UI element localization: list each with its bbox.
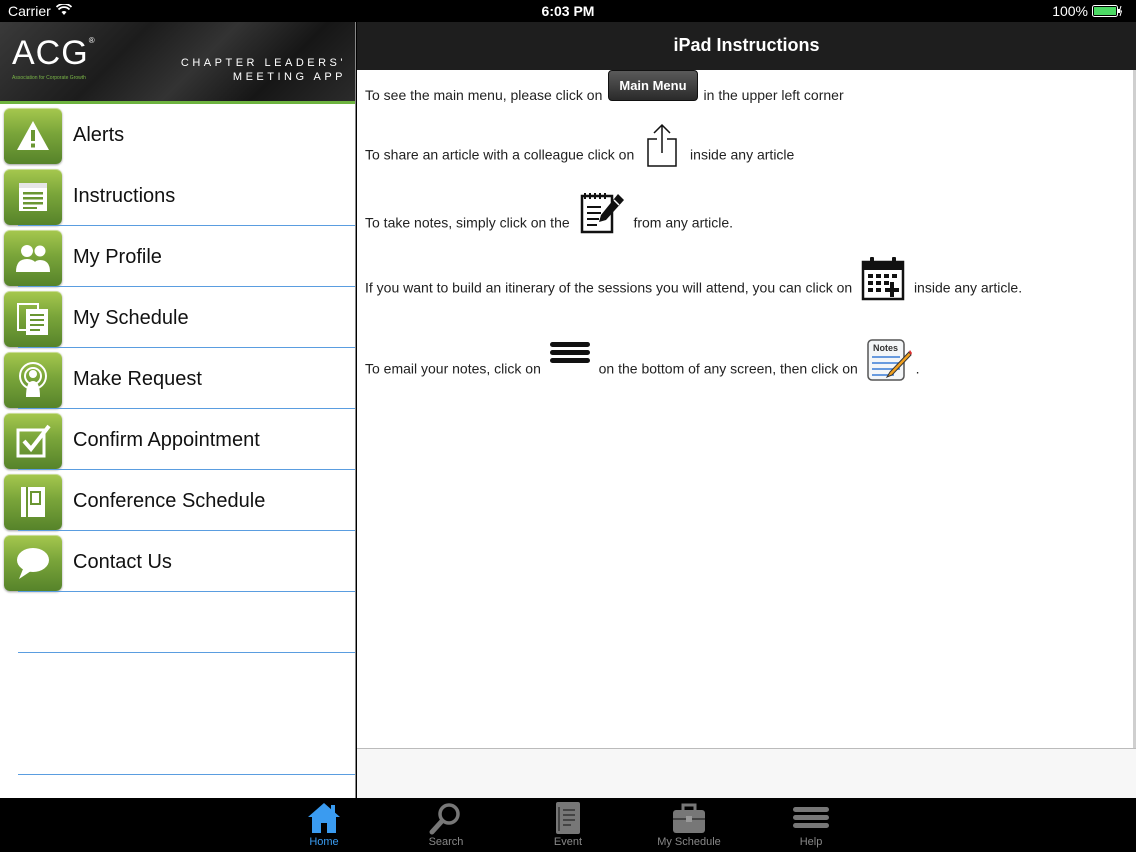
menu-item-my-schedule[interactable]: [0, 287, 355, 348]
main-menu-button: Main Menu: [608, 70, 697, 101]
instruction-text: inside any article.: [913, 279, 1023, 296]
status-time: 6:03 PM: [541, 3, 595, 19]
tab-bar: [0, 798, 1136, 852]
instruction-text: .: [915, 360, 920, 377]
briefcase-icon: [671, 801, 707, 835]
tab-help[interactable]: [761, 798, 861, 852]
instruction-text: To see the main menu, please click on: [365, 87, 603, 103]
notes-pad-icon: [866, 338, 912, 382]
instruction-text: from any article.: [633, 214, 734, 231]
detail-panel: [357, 22, 1136, 798]
search-icon: [428, 801, 464, 835]
menu-item-make-request[interactable]: [0, 348, 355, 409]
home-icon: [306, 801, 342, 835]
navigation-bar: [357, 22, 1136, 70]
menu-item-instructions[interactable]: [0, 165, 355, 226]
menu-item-contact-us[interactable]: [0, 531, 355, 592]
carrier-label: Carrier: [8, 3, 51, 19]
menu-item-label: Conference Schedule: [73, 490, 266, 512]
battery-percentage: 100%: [1052, 3, 1088, 19]
instructions-content: [357, 70, 1136, 748]
svg-text:Notes: Notes: [872, 343, 898, 353]
instruction-text: To email your notes, click on: [365, 360, 541, 377]
instruction-share: [365, 133, 794, 179]
instruction-text: in the upper left corner: [703, 87, 844, 103]
share-icon: [644, 123, 680, 169]
menu-item-label: Make Request: [73, 368, 202, 390]
profile-icon: [4, 230, 62, 286]
tab-label: Home: [309, 836, 339, 848]
menu-item-alerts[interactable]: [0, 104, 355, 165]
main-menu-list: [0, 104, 355, 775]
side-menu-panel: [0, 22, 356, 798]
menu-item-confirm-appointment[interactable]: [0, 409, 355, 470]
menu-divider: [18, 774, 355, 775]
menu-item-label: Instructions: [73, 185, 176, 207]
empty-menu-row: [0, 653, 355, 775]
instructions-icon: [4, 169, 62, 225]
acg-logo: ACG®: [12, 34, 96, 72]
acg-tagline: Association for Corporate Growth: [12, 75, 86, 81]
menu-item-my-profile[interactable]: [0, 226, 355, 287]
schedule-icon: [4, 291, 62, 347]
tab-event[interactable]: [518, 798, 618, 852]
bottom-strip: [357, 748, 1136, 798]
notepad-pencil-icon: [578, 190, 626, 238]
instruction-email: [365, 343, 920, 392]
instruction-text: on the bottom of any screen, then click on: [598, 360, 858, 377]
tab-search[interactable]: [396, 798, 496, 852]
page-title: iPad Instructions: [673, 35, 820, 55]
instruction-itinerary: [365, 266, 1022, 312]
instruction-text: To share an article with a colleague click on: [365, 146, 635, 163]
instruction-text: If you want to build an itinerary of the sessions you will attend, you can click on: [365, 279, 853, 296]
empty-menu-row: [0, 592, 355, 653]
menu-item-conference-schedule[interactable]: [0, 470, 355, 531]
checkbox-icon: [4, 413, 62, 469]
menu-lines-icon: [793, 801, 829, 835]
instruction-text: inside any article: [690, 146, 795, 163]
menu-item-label: My Schedule: [73, 307, 189, 329]
tab-label: My Schedule: [657, 836, 721, 848]
menu-lines-icon: [549, 339, 591, 369]
calendar-add-icon: [860, 256, 906, 302]
tab-my-schedule[interactable]: [639, 798, 739, 852]
event-icon: [550, 801, 586, 835]
request-icon: [4, 352, 62, 408]
instruction-main-menu: [365, 80, 844, 111]
instruction-text: To take notes, simply click on the: [365, 214, 570, 231]
instruction-notes: [365, 200, 733, 248]
menu-item-label: Alerts: [73, 124, 125, 146]
menu-item-label: My Profile: [73, 246, 162, 268]
status-bar: [0, 0, 1136, 22]
menu-item-label: Contact Us: [73, 551, 172, 573]
menu-item-label: Confirm Appointment: [73, 429, 260, 451]
app-banner: [0, 22, 356, 104]
tab-label: Help: [799, 836, 823, 848]
notebook-icon: [4, 474, 62, 530]
alert-icon: [4, 108, 62, 164]
banner-title: CHAPTER LEADERS' MEETING APP: [180, 57, 346, 83]
battery-icon: [1092, 5, 1122, 17]
tab-label: Search: [428, 836, 464, 848]
chat-bubble-icon: [4, 535, 62, 591]
tab-home[interactable]: [274, 798, 374, 852]
tab-label: Event: [553, 836, 583, 848]
